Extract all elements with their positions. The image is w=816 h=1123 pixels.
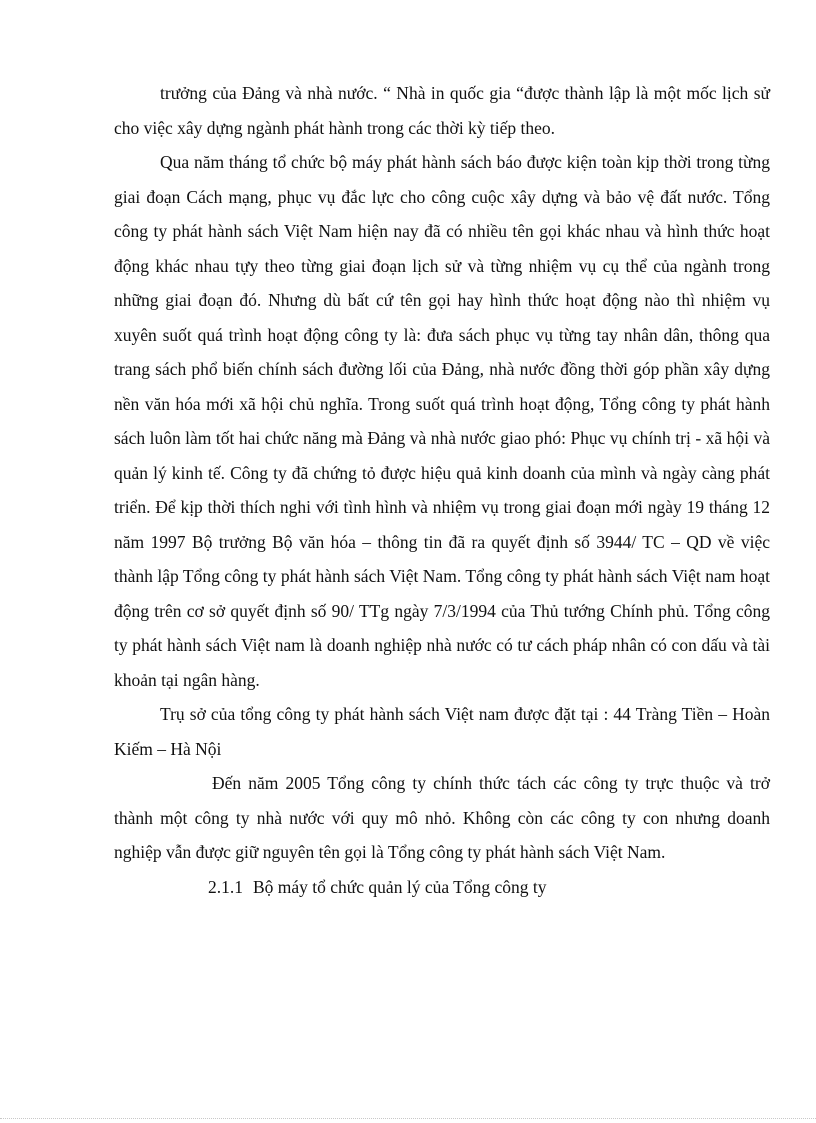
section-heading-number: 2.1.1 <box>208 876 243 897</box>
section-heading <box>114 870 770 905</box>
section-heading-title: Bộ máy tổ chức quản lý của Tổng công ty <box>253 876 547 897</box>
paragraph-1: trưởng của Đảng và nhà nước. “ Nhà in quốc gia “được thành lập là một mốc lịch sử cho việc xây dựng ngành phát hành trong các thời kỳ tiếp theo. <box>114 83 770 138</box>
paragraph-4: Đến năm 2005 Tổng công ty chính thức tách các công ty trực thuộc và trở thành một công ty nhà nước với quy mô nhỏ. Không còn các công ty con nhưng doanh nghiệp vẫn được giữ nguyên tên gọi là Tổng công ty phát hành sách Việt Nam. <box>114 773 770 862</box>
page-bottom-divider <box>0 1118 816 1119</box>
document-body <box>114 76 770 904</box>
paragraph-3-headquarters: Trụ sở của tổng công ty phát hành sách Việt nam được đặt tại : 44 Tràng Tiền – Hoàn Kiếm – Hà Nội <box>114 704 770 759</box>
paragraph-2: Qua năm tháng tổ chức bộ máy phát hành sách báo được kiện toàn kịp thời trong từng giai đoạn Cách mạng, phục vụ đắc lực cho công cuộc xây dựng và bảo vệ đất nước. Tổng công ty phát hành sách Việt Nam hiện nay đã có nhiều tên gọi khác nhau và hình thức hoạt động khác nhau tựy theo từng giai đoạn lịch sử và từng nhiệm vụ cụ thể của ngành trong những giai đoạn đó. Nhưng dù bất cứ tên gọi hay hình thức hoạt động nào thì nhiệm vụ xuyên suốt quá trình hoạt động công ty là: đưa sách phục vụ từng tay nhân dân, thông qua trang sách phổ biến chính sách đường lối của Đảng, nhà nước đồng thời góp phần xây dựng nền văn hóa mới xã hội chủ nghĩa. Trong suốt quá trình hoạt động, Tổng công ty phát hành sách luôn làm tốt hai chức năng mà Đảng và nhà nước giao phó: Phục vụ chính trị - xã hội và quản lý kinh tế. Công ty đã chứng tỏ được hiệu quả kinh doanh của mình và ngày càng phát triển. Để kịp thời thích nghi với tình hình và nhiệm vụ trong giai đoạn mới ngày 19 tháng 12 năm 1997 Bộ trưởng Bộ văn hóa – thông tin đã ra quyết định số 3944/ TC – QD về việc thành lập Tổng công ty phát hành sách Việt Nam. Tổng công ty phát hành sách Việt nam hoạt động trên cơ sở quyết định số 90/ TTg ngày 7/3/1994 của Thủ tướng Chính phủ. Tổng công ty phát hành sách Việt nam là doanh nghiệp nhà nước có tư cách pháp nhân có con dấu và tài khoản tại ngân hàng. <box>114 152 770 690</box>
